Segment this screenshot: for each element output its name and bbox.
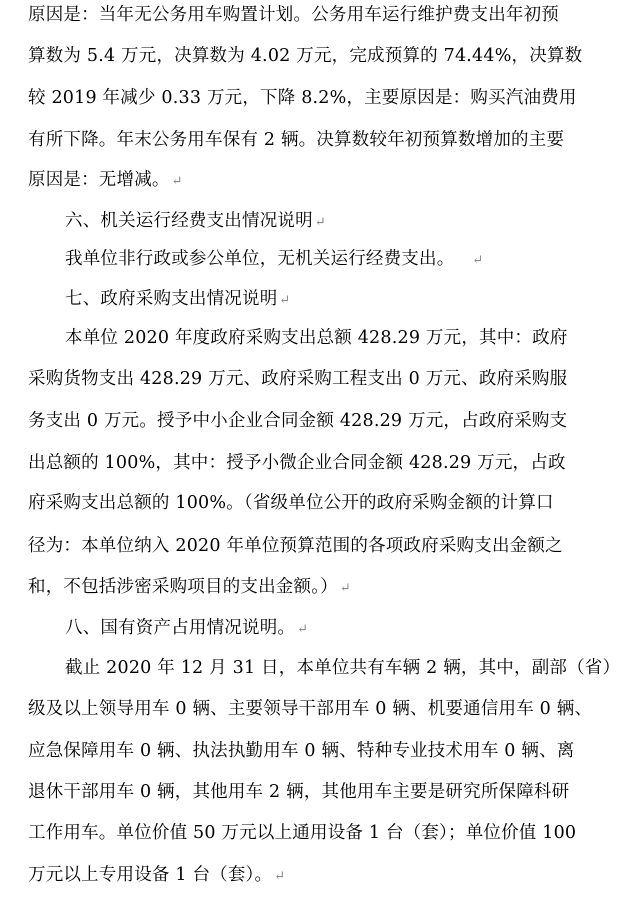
text-line: 径为：本单位纳入 2020 年单位预算范围的各项政府采购支出金额之: [28, 536, 563, 556]
text-line: [65, 244, 484, 274]
text-line: 应急保障用车 0 辆、执法执勤用车 0 辆、特种专业技术用车 0 辆、离: [28, 741, 575, 761]
text-content: 我单位非行政或参公单位，无机关运行经费支出。: [65, 249, 455, 269]
text-line: 府采购支出总额的 100%。（省级单位公开的政府采购金额的计算口: [28, 493, 554, 513]
text-line: 有所下降。年末公务用车保有 2 辆。决算数较年初预算数增加的主要: [28, 130, 565, 150]
text-content: 和，不包括涉密采购项目的支出金额。）: [28, 577, 338, 597]
heading-text: 六、机关运行经费支出情况说明: [65, 211, 313, 231]
text-line: 算数为 5.4 万元，决算数为 4.02 万元，完成预算的 74.44%，决算数: [28, 46, 583, 66]
text-line: 本单位 2020 年度政府采购支出总额 428.29 万元，其中：政府: [65, 328, 568, 348]
section-heading: [65, 284, 291, 314]
text-line: 级及以上领导用车 0 辆、主要领导干部用车 0 辆、机要通信用车 0 辆、: [28, 699, 593, 719]
text-line: 截止 2020 年 12 月 31 日，本单位共有车辆 2 辆，其中，副部（省）: [65, 658, 621, 678]
text-line: 采购货物支出 428.29 万元、政府采购工程支出 0 万元、政府采购服: [28, 369, 568, 389]
paragraph-mark-icon: ↵: [314, 215, 326, 230]
paragraph-mark-icon: ↵: [279, 293, 291, 308]
paragraph-mark-icon: ↵: [297, 622, 309, 637]
text-line: 原因是：当年无公务用车购置计划。公务用车运行维护费支出年初预: [28, 5, 559, 25]
text-content: 原因是：无增减。: [28, 170, 170, 190]
paragraph-mark-icon: ↵: [171, 174, 183, 189]
paragraph-mark-icon: ↵: [339, 581, 351, 596]
paragraph-mark-icon: ↵: [274, 869, 286, 884]
heading-text: 七、政府采购支出情况说明: [65, 289, 278, 309]
text-line: [28, 165, 183, 195]
section-heading: [65, 206, 326, 236]
text-line: 出总额的 100%，其中：授予小微企业合同金额 428.29 万元，占政: [28, 453, 566, 473]
section-heading: [65, 613, 308, 643]
text-line: 较 2019 年减少 0.33 万元，下降 8.2%，主要原因是：购买汽油费用: [28, 88, 577, 108]
text-line: 工作用车。单位价值 50 万元以上通用设备 1 台（套）；单位价值 100: [28, 823, 577, 843]
paragraph-mark-icon: ↵: [472, 253, 484, 268]
heading-text: 八、国有资产占用情况说明。: [65, 618, 296, 638]
text-content: 万元以上专用设备 1 台（套）。: [28, 865, 273, 885]
text-line: 退休干部用车 0 辆，其他用车 2 辆，其他用车主要是研究所保障科研: [28, 782, 570, 802]
text-line: [28, 860, 285, 890]
text-line: 务支出 0 万元。授予中小企业合同金额 428.29 万元，占政府采购支: [28, 411, 568, 431]
text-line: [28, 572, 351, 602]
